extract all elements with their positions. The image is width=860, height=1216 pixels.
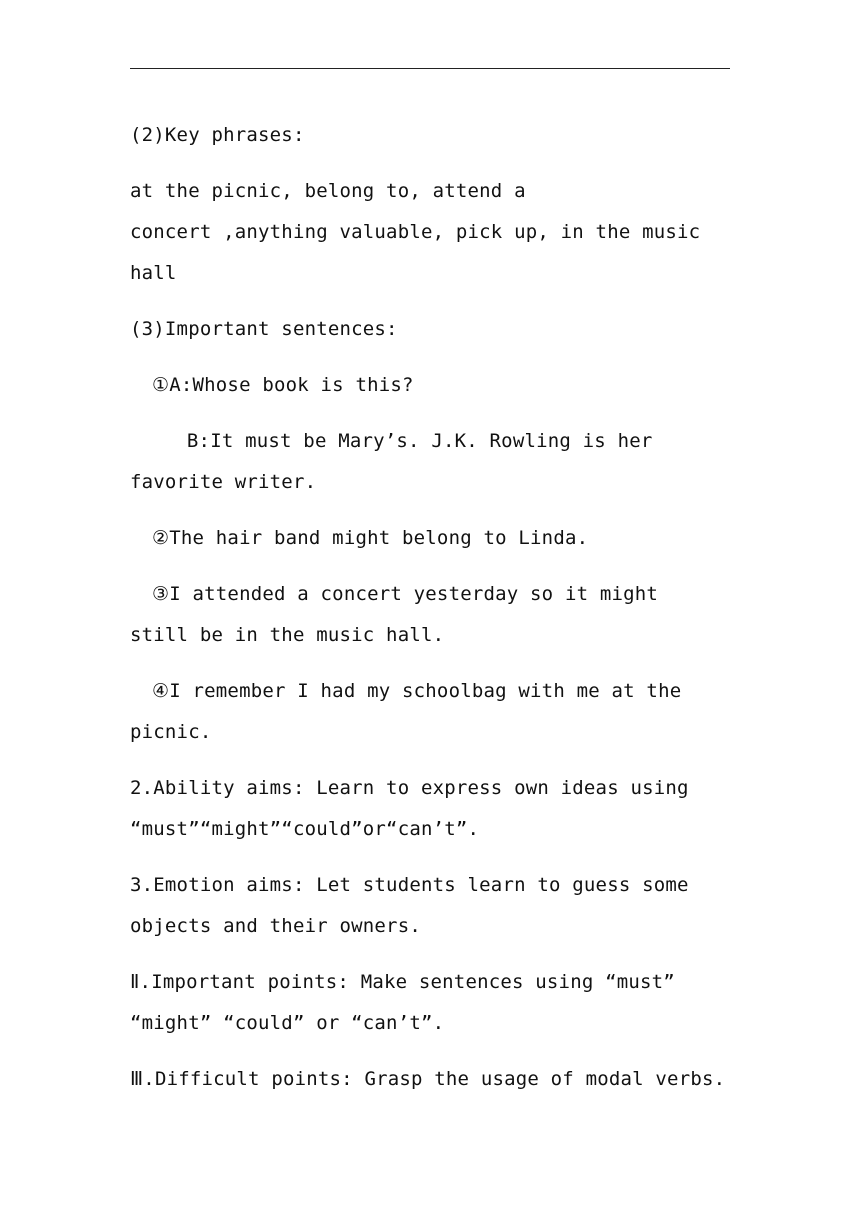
key-phrases-heading: [130, 115, 730, 156]
header-rule: [130, 68, 730, 69]
sentence-3-line-2: still be in the music hall.: [130, 624, 445, 646]
sentence-4-line-1: ④I remember I had my schoolbag with me at the: [152, 680, 682, 702]
key-phrases-list: [130, 171, 730, 294]
sentence-4-line-2: picnic.: [130, 721, 212, 743]
key-phrases-heading-text: (2)Key phrases:: [130, 124, 305, 146]
sentence-4: [130, 671, 730, 753]
difficult-points: [130, 1059, 730, 1100]
sentence-1b-line-2: favorite writer.: [130, 471, 317, 493]
sentence-3: [130, 574, 730, 656]
important-points-line-1: Ⅱ.Important points: Make sentences using “must”: [130, 971, 675, 993]
difficult-points-text: Ⅲ.Difficult points: Grasp the usage of modal verbs.: [130, 1068, 726, 1090]
sentence-1b-line-1: B:It must be Mary’s. J.K. Rowling is her: [152, 430, 653, 452]
sentence-1a: [130, 365, 730, 406]
sentence-1b: [130, 421, 730, 503]
emotion-aims-line-2: objects and their owners.: [130, 915, 421, 937]
important-points: [130, 962, 730, 1044]
emotion-aims: [130, 865, 730, 947]
sentence-3-line-1: ③I attended a concert yesterday so it might: [152, 583, 659, 605]
key-phrases-line-3: hall: [130, 262, 177, 284]
sentence-2-text: ②The hair band might belong to Linda.: [152, 527, 589, 549]
ability-aims: [130, 768, 730, 850]
emotion-aims-line-1: 3.Emotion aims: Let students learn to guess some: [130, 874, 689, 896]
key-phrases-line-1: at the picnic, belong to, attend a: [130, 180, 526, 202]
ability-aims-line-1: 2.Ability aims: Learn to express own ideas using: [130, 777, 689, 799]
important-sentences-heading: [130, 309, 730, 350]
key-phrases-line-2: concert ,anything valuable, pick up, in the music: [130, 221, 701, 243]
ability-aims-line-2: “must”“might”“could”or“can’t”.: [130, 818, 480, 840]
sentence-1a-text: ①A:Whose book is this?: [152, 374, 414, 396]
document-body: [130, 115, 730, 1115]
important-points-line-2: “might” “could” or “can’t”.: [130, 1012, 445, 1034]
sentence-2: [130, 518, 730, 559]
important-sentences-heading-text: (3)Important sentences:: [130, 318, 398, 340]
